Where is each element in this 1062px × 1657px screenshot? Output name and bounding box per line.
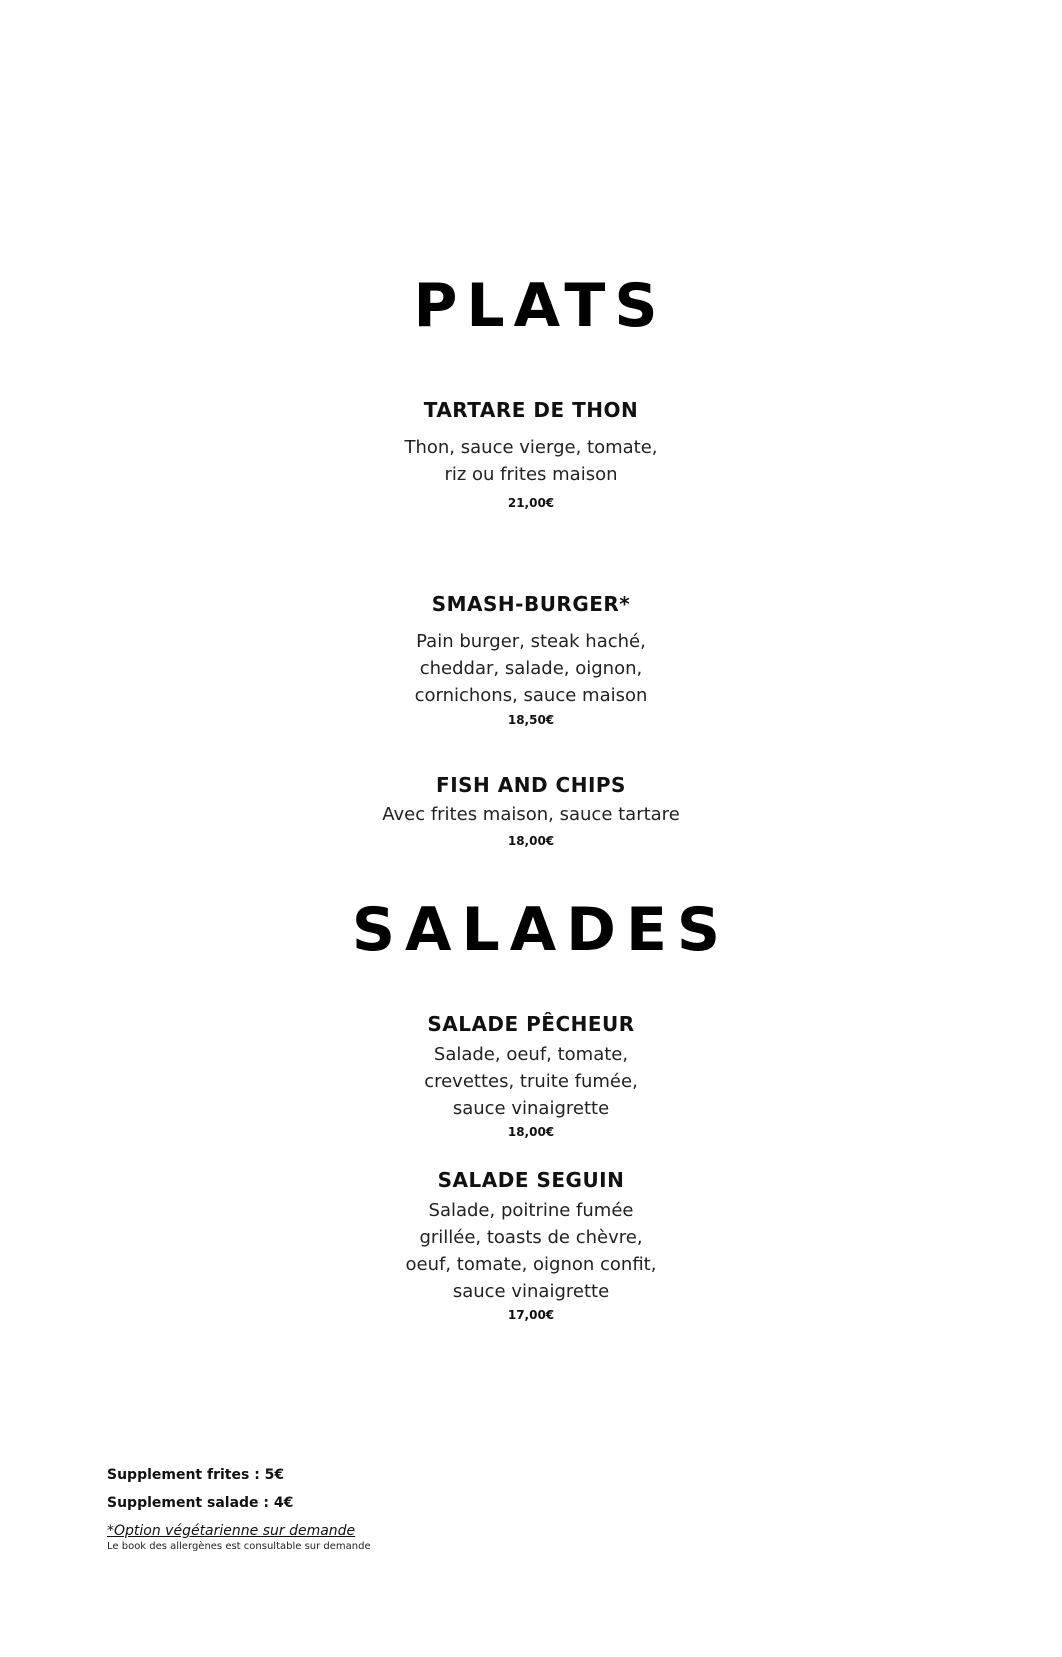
menu-item-tartare-de-thon (0, 398, 1062, 512)
item-price: 18,00€ (507, 1125, 555, 1139)
menu-footer (107, 1466, 371, 1553)
item-price: 18,00€ (507, 834, 555, 848)
item-description: Salade, poitrine fumée grillée, toasts de chèvre, oeuf, tomate, oignon confit, sauce vinaigrette (405, 1200, 657, 1302)
menu-item-salade-pecheur (0, 1012, 1062, 1141)
item-price: 17,00€ (507, 1308, 555, 1322)
item-name: SMASH-BURGER* (431, 592, 631, 616)
item-price: 21,00€ (507, 496, 555, 510)
section-title-salades: SALADES (351, 895, 731, 965)
menu-item-salade-seguin (0, 1168, 1062, 1324)
item-description: Thon, sauce vierge, tomate, riz ou frites maison (404, 437, 658, 485)
item-description: Salade, oeuf, tomate, crevettes, truite fumée, sauce vinaigrette (424, 1044, 638, 1119)
item-price: 18,50€ (507, 713, 555, 727)
item-description: Avec frites maison, sauce tartare (382, 804, 680, 825)
supplement-frites: Supplement frites : 5€ (107, 1467, 285, 1483)
menu-item-smash-burger (0, 592, 1062, 729)
item-name: FISH AND CHIPS (436, 773, 626, 797)
item-name: SALADE PÊCHEUR (427, 1012, 635, 1036)
section-title-plats: PLATS (413, 271, 667, 341)
vegetarian-note: *Option végétarienne sur demande (107, 1523, 356, 1539)
item-description: Pain burger, steak haché, cheddar, salade, oignon, cornichons, sauce maison (414, 631, 648, 706)
item-name: SALADE SEGUIN (437, 1168, 625, 1192)
supplement-salade: Supplement salade : 4€ (107, 1495, 294, 1511)
allergen-note: Le book des allergènes est consultable sur demande (107, 1541, 371, 1552)
menu-item-fish-and-chips (0, 773, 1062, 850)
item-name: TARTARE DE THON (423, 398, 639, 422)
